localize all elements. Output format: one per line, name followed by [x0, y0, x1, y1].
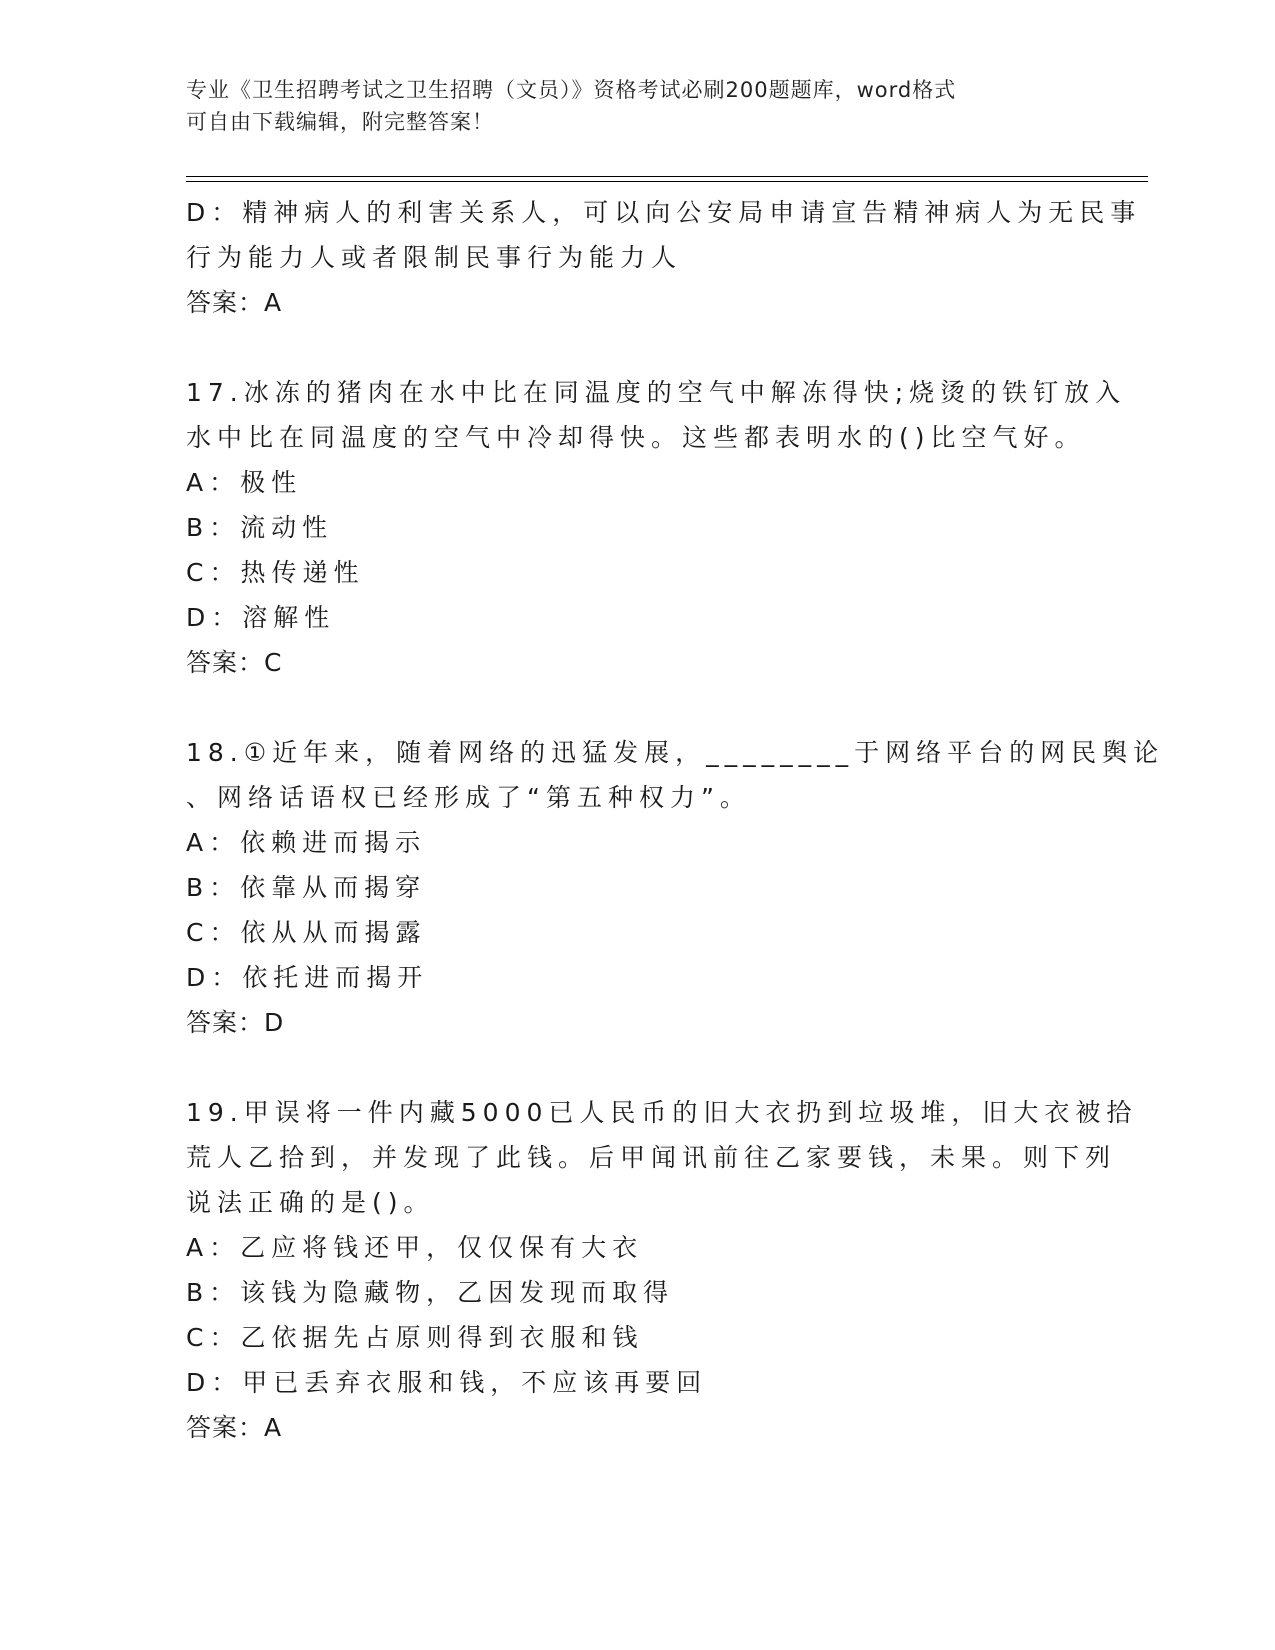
q19-stem-line-1: 19.甲误将一件内藏5000已人民币的旧大衣扔到垃圾堆，旧大衣被拾 — [186, 1098, 1138, 1127]
q19-option-d: D：甲已丢弃衣服和钱，不应该再要回 — [186, 1368, 708, 1397]
q17-option-c: C：热传递性 — [186, 558, 365, 587]
q19-stem-line-2: 荒人乙拾到，并发现了此钱。后甲闻讯前往乙家要钱，未果。则下列 — [186, 1143, 1117, 1172]
q18-stem-line-1: 18.①近年来，随着网络的迅猛发展，________于网络平台的网民舆论 — [186, 738, 1165, 767]
spacer — [186, 685, 1086, 730]
spacer — [186, 1045, 1086, 1090]
header-divider-top — [186, 176, 1148, 177]
spacer — [186, 325, 1086, 370]
q17-option-d: D：溶解性 — [186, 603, 336, 632]
header-divider-bottom — [186, 181, 1148, 182]
q16-option-d-line-2: 行为能力人或者限制民事行为能力人 — [186, 243, 683, 272]
q17-option-b: B：流动性 — [186, 513, 334, 542]
q18-option-d: D：依托进而揭开 — [186, 963, 429, 992]
question-19 — [186, 1090, 1138, 1450]
q16-answer: 答案：A — [186, 288, 283, 317]
q18-option-b: B：依靠从而揭穿 — [186, 873, 427, 902]
q19-option-a: A：乙应将钱还甲，仅仅保有大衣 — [186, 1233, 644, 1262]
q19-stem-line-3: 说法正确的是()。 — [186, 1188, 435, 1217]
question-16-tail — [186, 190, 1142, 325]
q17-stem-line-2: 水中比在同温度的空气中冷却得快。这些都表明水的()比空气好。 — [186, 423, 1086, 452]
q19-option-c: C：乙依据先占原则得到衣服和钱 — [186, 1323, 644, 1352]
q18-stem-line-2: 、网络话语权已经形成了“第五种权力”。 — [186, 783, 751, 812]
question-18 — [186, 730, 1165, 1045]
q17-answer: 答案：C — [186, 648, 283, 677]
q17-option-a: A：极性 — [186, 468, 303, 497]
header-title-line-1: 专业《卫生招聘考试之卫生招聘（文员）》资格考试必刷200题题库，word格式 — [186, 78, 957, 102]
q18-option-c: C：依从从而揭露 — [186, 918, 427, 947]
question-content — [186, 190, 1165, 1450]
q17-stem-line-1: 17.冰冻的猪肉在水中比在同温度的空气中解冻得快;烧烫的铁钉放入 — [186, 378, 1127, 407]
header-title-line-2: 可自由下载编辑，附完整答案！ — [186, 110, 494, 134]
q19-option-b: B：该钱为隐藏物，乙因发现而取得 — [186, 1278, 675, 1307]
q16-option-d-line-1: D：精神病人的利害关系人，可以向公安局申请宣告精神病人为无民事 — [186, 198, 1142, 227]
q19-answer: 答案：A — [186, 1413, 283, 1442]
q18-answer: 答案：D — [186, 1008, 285, 1037]
question-17 — [186, 370, 1127, 685]
q18-option-a: A：依赖进而揭示 — [186, 828, 427, 857]
document-header — [186, 74, 1086, 138]
